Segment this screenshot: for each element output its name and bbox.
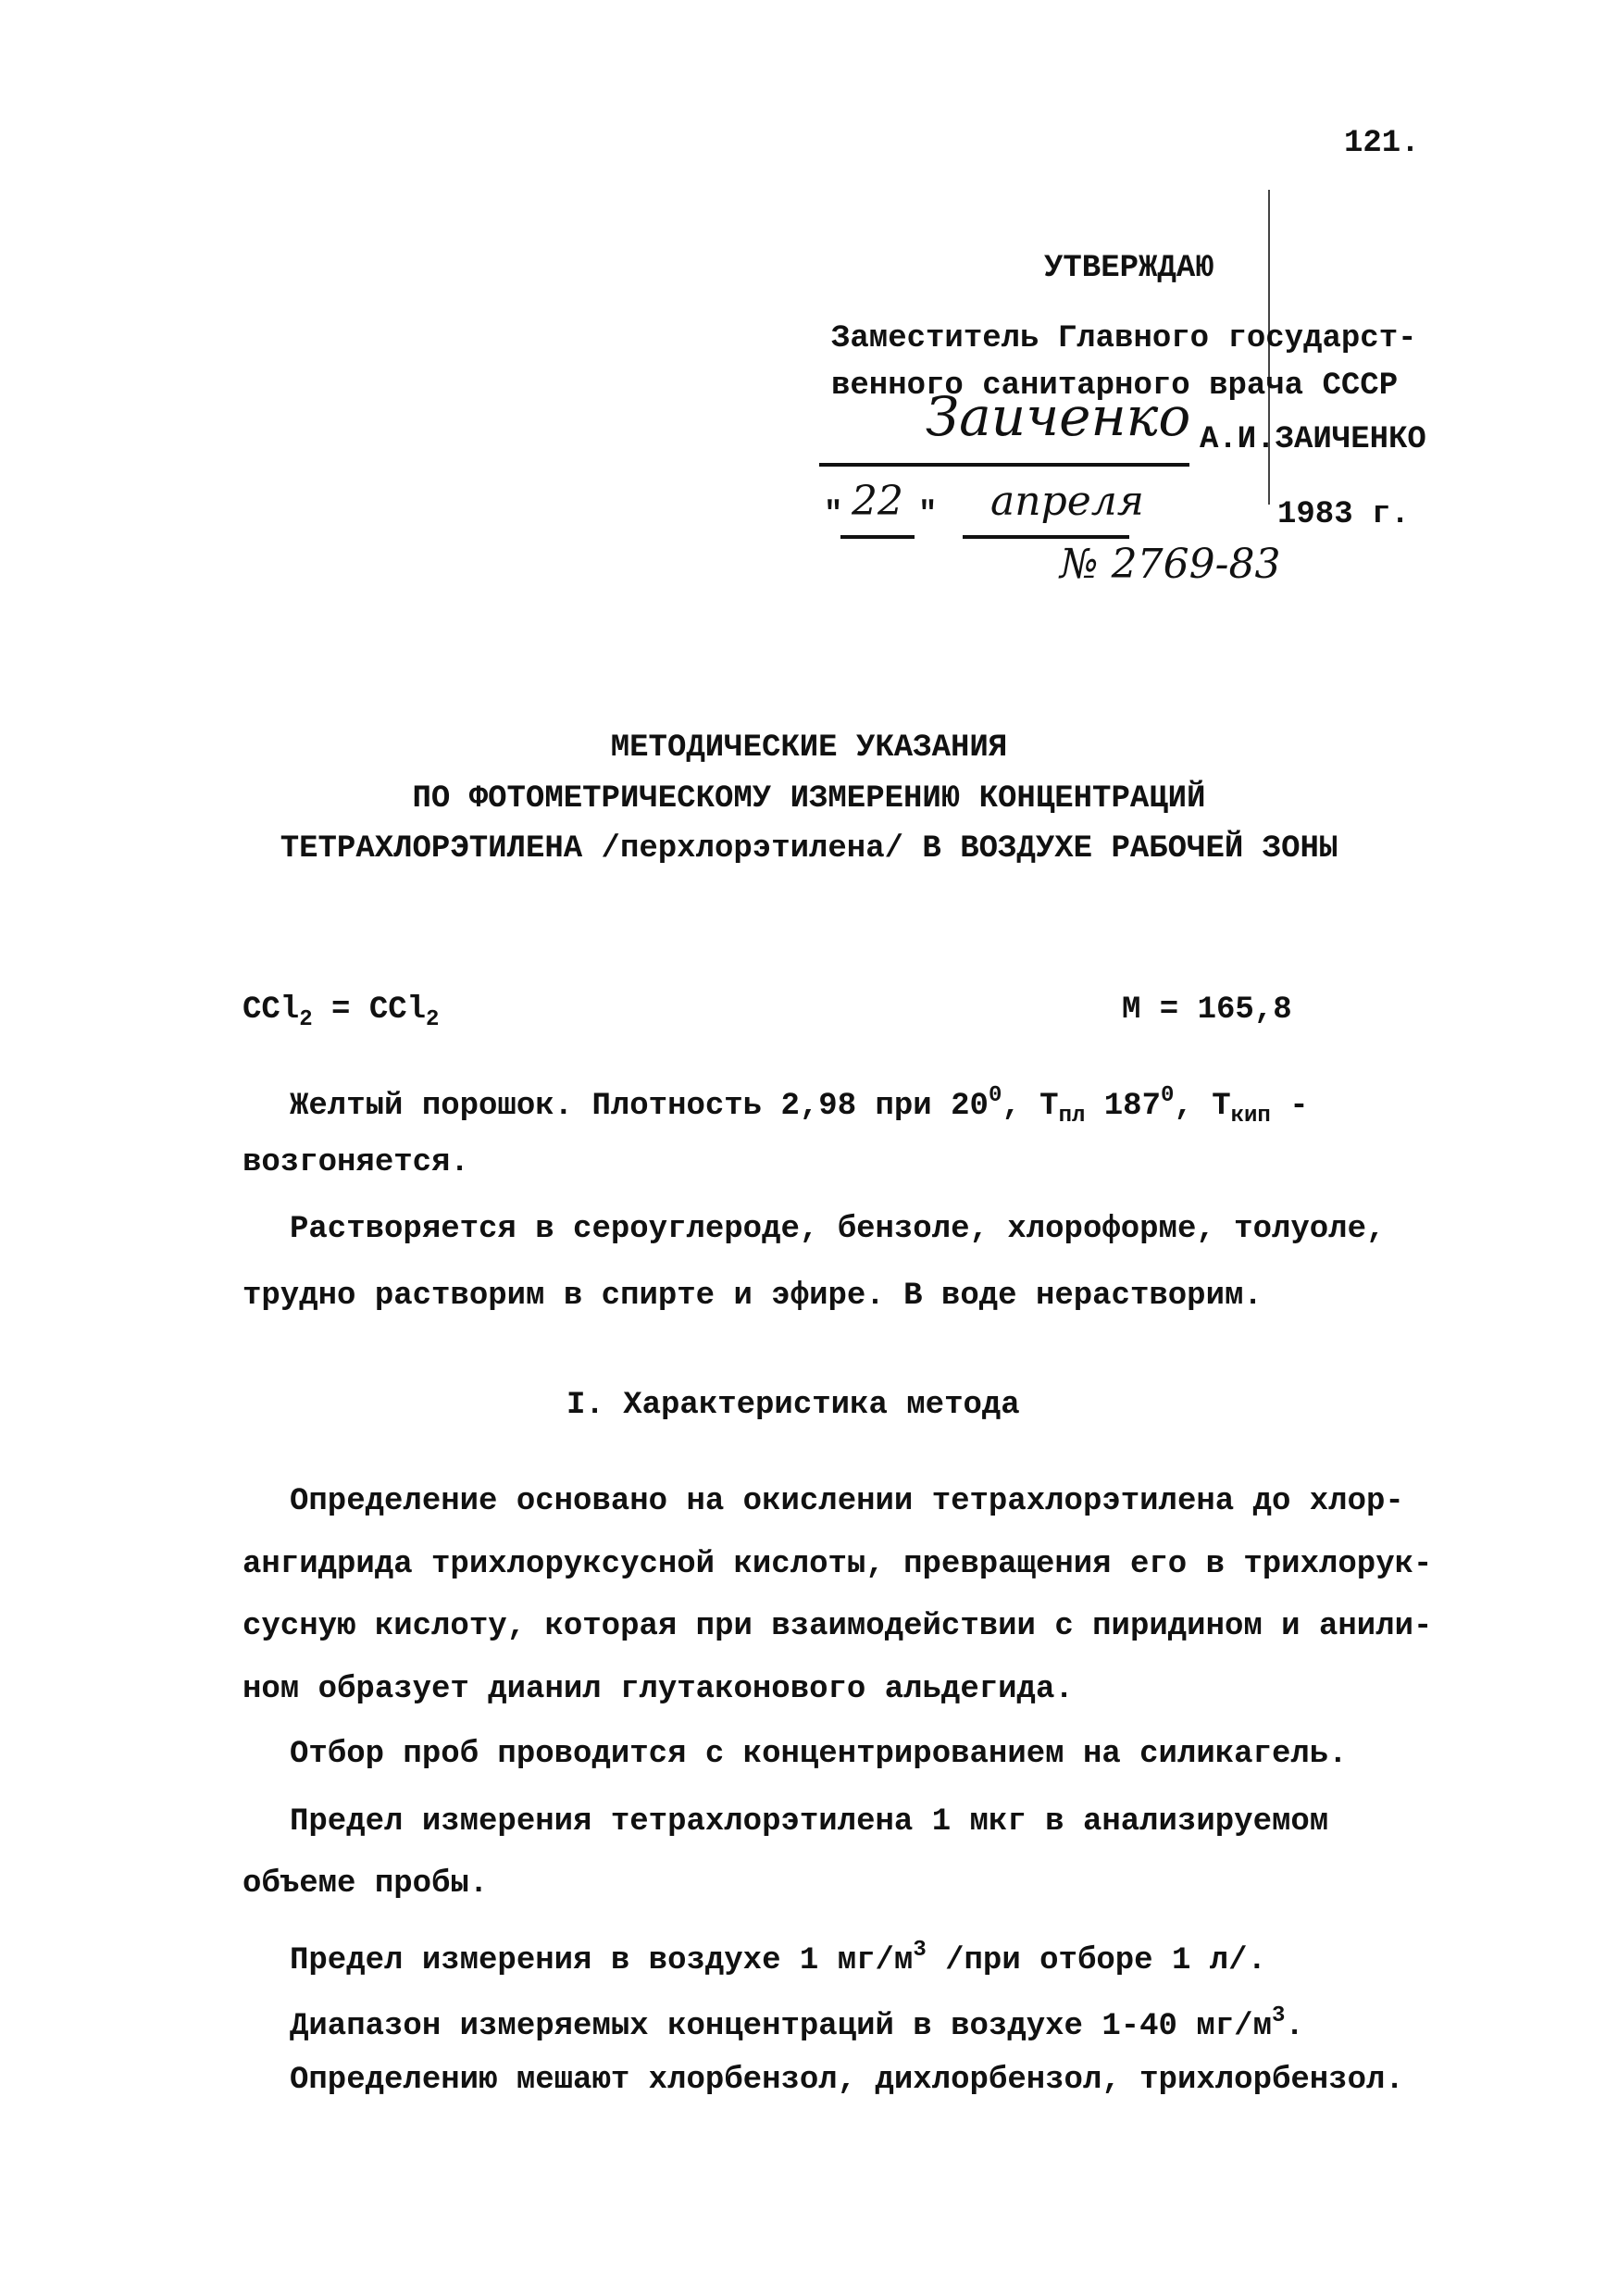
title-line2: ПО ФОТОМЕТРИЧЕСКОМУ ИЗМЕРЕНИЮ КОНЦЕНТРАЦИЙ [412,781,1206,817]
date-day-line [840,535,915,539]
signature: Заиченко [926,385,1191,448]
text: /при отборе 1 л/. [926,1943,1266,1978]
method-line: ангидрида трихлоруксусной кислоты, превращения его в трихлорук- [243,1547,1433,1582]
date-quote-open: " [824,497,843,532]
properties-line2: возгоняется. [243,1145,469,1180]
superscript: 3 [1271,2003,1286,2028]
section-heading: I. Характеристика метода [566,1388,1020,1423]
limit-line: Предел измерения тетрахлорэтилена 1 мкг в анализируемом [290,1804,1329,1840]
formula-part: CCl [243,992,300,1028]
subscript: кип [1230,1104,1271,1129]
chemical-formula [243,992,439,1039]
degree: 0 [1161,1083,1175,1108]
method-line: ном образует дианил глутаконового альдегида. [243,1672,1074,1707]
text: Желтый порошок. Плотность 2,98 при 20 [290,1089,989,1124]
approval-position-line2: венного санитарного врача СССР [831,368,1399,404]
registration-number: № 2769-83 [1060,541,1281,588]
title-line1: МЕТОДИЧЕСКИЕ УКАЗАНИЯ [610,730,1008,766]
limit-line: объеме пробы. [243,1866,489,1902]
interference-line: Определению мешают хлорбензол, дихлорбензол, трихлорбензол. [290,2063,1404,2098]
date-year: 1983 г. [1277,497,1410,532]
approver-name: А.И.ЗАИЧЕНКО [1200,422,1426,457]
date-month: апреля [990,478,1144,525]
date-day: 22 [852,478,903,525]
formula-subscript: 2 [426,1007,440,1032]
text: Предел измерения в воздухе 1 мг/м [290,1943,914,1978]
approval-heading: УТВЕРЖДАЮ [1044,251,1214,286]
text: . [1285,2009,1304,2044]
method-line: Определение основано на окислении тетрахлорэтилена до хлор- [290,1484,1404,1519]
solubility-line2: трудно растворим в спирте и эфире. В воде нерастворим. [243,1279,1263,1314]
text: , Т [1174,1089,1231,1124]
text: Диапазон измеряемых концентраций в воздухе 1-40 мг/м [290,2009,1272,2044]
title-line3: ТЕТРАХЛОРЭТИЛЕНА /перхлорэтилена/ В ВОЗДУХЕ РАБОЧЕЙ ЗОНЫ [280,831,1338,867]
formula-part: = CCl [312,992,427,1028]
molar-mass: М = 165,8 [1122,992,1292,1028]
properties-line1 [290,1078,1309,1135]
text: 187 [1085,1089,1161,1124]
subscript: пл [1058,1104,1086,1129]
air-limit-line [290,1932,1266,1979]
text: , Т [1002,1089,1059,1124]
signature-line [819,463,1189,467]
sampling-line: Отбор проб проводится с концентрированием на силикагель. [290,1737,1348,1772]
page-number: 121. [1344,126,1420,161]
range-line [290,1998,1304,2045]
date-quote-close: " [918,497,938,532]
solubility-line1: Растворяется в сероуглероде, бензоле, хлороформе, толуоле, [290,1212,1386,1247]
method-line: сусную кислоту, которая при взаимодействии с пиридином и анили- [243,1609,1433,1644]
date-month-line [963,535,1129,539]
superscript: 3 [913,1938,927,1963]
formula-subscript: 2 [299,1007,313,1032]
approval-position-line1: Заместитель Главного государст- [831,321,1417,356]
text: - [1270,1089,1309,1124]
degree: 0 [988,1083,1002,1108]
